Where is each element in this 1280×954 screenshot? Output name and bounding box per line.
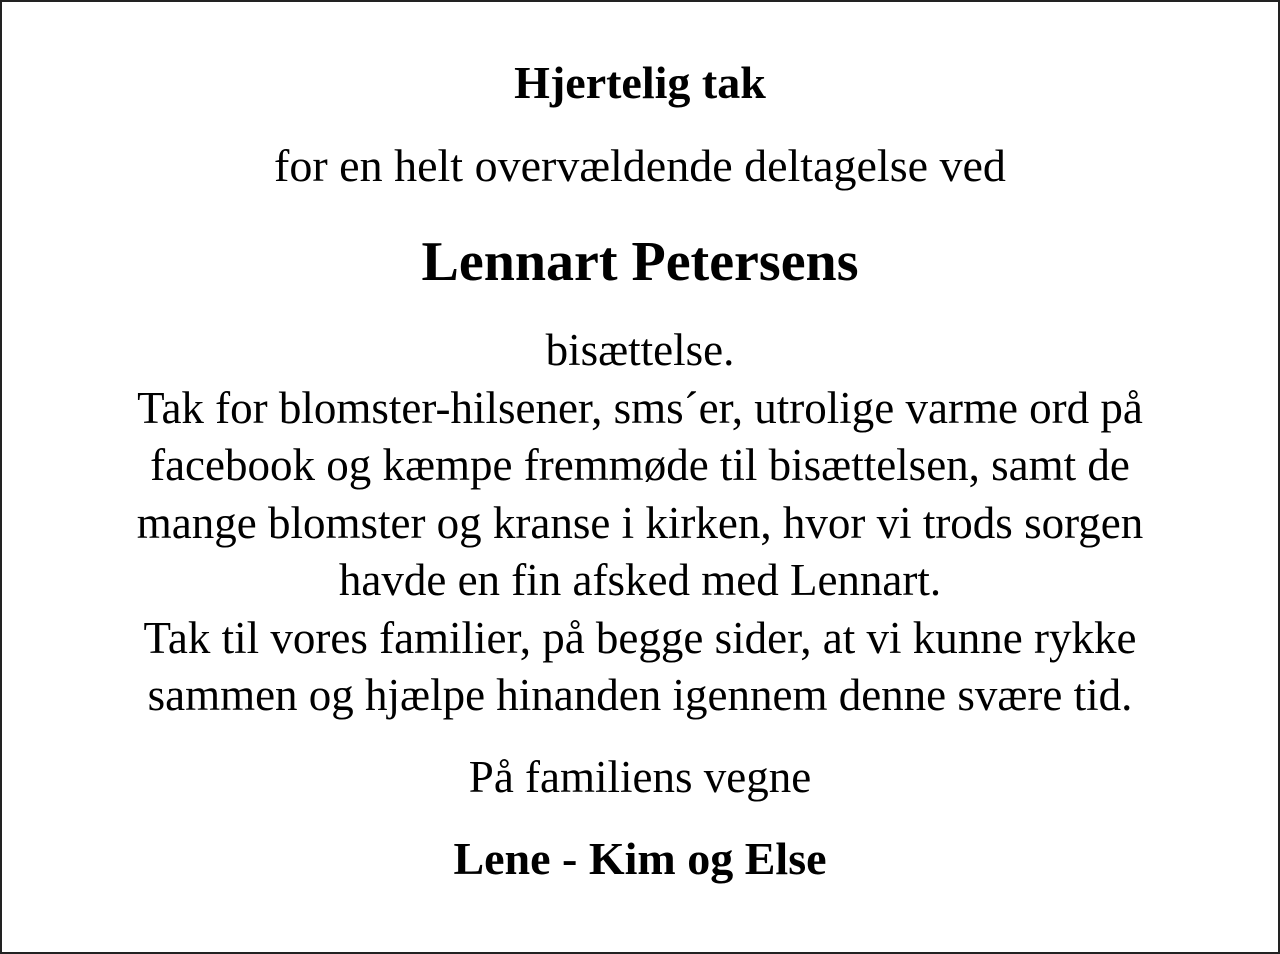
- body-line: sammen og hjælpe hinanden igennem denne svære tid.: [147, 670, 1133, 720]
- body-line: havde en fin afsked med Lennart.: [338, 555, 942, 605]
- closing-text: På familiens vegne: [468, 752, 812, 802]
- body-line: bisættelse.: [545, 325, 735, 375]
- body-line: facebook og kæmpe fremmøde til bisættelsen, samt de: [150, 440, 1130, 490]
- notice-heading: Hjertelig tak: [514, 57, 766, 108]
- body-line: Tak for blomster-hilsener, sms´er, utrolige varme ord på: [137, 382, 1143, 433]
- signature: Lene - Kim og Else: [453, 833, 827, 884]
- intro-text: for en helt overvældende deltagelse ved: [274, 140, 1006, 191]
- deceased-name: Lennart Petersens: [421, 231, 859, 293]
- body-line: mange blomster og kranse i kirken, hvor vi trods sorgen: [136, 497, 1144, 548]
- body-line: Tak til vores familier, på begge sider, at vi kunne rykke: [143, 612, 1137, 663]
- body-text: [2, 322, 1278, 725]
